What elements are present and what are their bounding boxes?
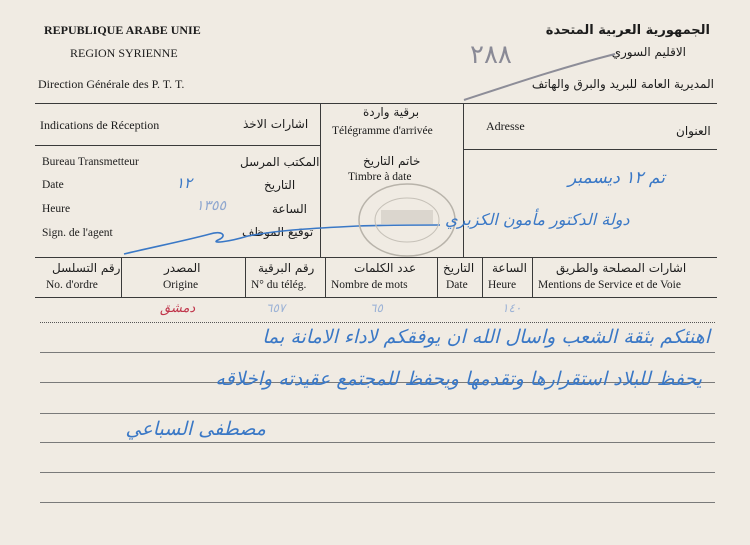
message-line-2: يحفظ للبلاد استقرارها وتقدمها ويحفظ للمجتمع عقيدته واخلاقه <box>215 368 702 390</box>
telegram-title-ar: برقية واردة <box>363 105 420 119</box>
agent-signature-label-fr: Sign. de l'agent <box>42 227 113 239</box>
col-time-fr: Heure <box>488 279 517 291</box>
stamp-label-ar: خاتم التاريخ <box>363 154 421 168</box>
reception-title-ar: اشارات الاخذ <box>243 117 309 131</box>
address-title-fr: Adresse <box>486 119 525 133</box>
reception-title-fr: Indications de Réception <box>40 118 160 132</box>
date-label-ar: التاريخ <box>264 178 296 192</box>
time-label-ar: الساعة <box>272 202 307 216</box>
address-title-ar: العنوان <box>676 124 711 138</box>
col-origin-ar: المصدر <box>164 261 201 275</box>
address-handwritten-recipient: دولة الدكتور مأمون الكزبري <box>445 210 630 229</box>
table-divider-2 <box>245 257 246 297</box>
col-time-ar: الساعة <box>492 261 527 275</box>
col-telegram-no-ar: رقم البرقية <box>258 261 315 275</box>
message-rule-1 <box>40 352 715 353</box>
address-handwritten-date: تم ١٢ ديسمبر <box>568 168 665 188</box>
col-service-mentions-ar: اشارات المصلحة والطريق <box>556 261 687 275</box>
bureau-label-ar: المكتب المرسل <box>240 155 320 169</box>
header-republic-fr: REPUBLIQUE ARABE UNIE <box>44 23 201 37</box>
col-order-fr: No. d'ordre <box>46 279 98 291</box>
table-divider-5 <box>482 257 483 297</box>
pencil-stroke-mark <box>460 50 620 105</box>
telegram-no-handwritten-value: ٦٥٧ <box>266 301 286 315</box>
message-signature: مصطفى السباعي <box>125 418 266 440</box>
header-republic-ar: الجمهورية العربية المتحدة <box>545 23 710 38</box>
header-direction-fr: Direction Générale des P. T. T. <box>38 77 185 91</box>
stamp-label-fr: Timbre à date <box>348 171 412 183</box>
handwritten-reference-number: ٢٨٨ <box>470 40 512 70</box>
table-divider-1 <box>121 257 122 297</box>
col-telegram-no-fr: N° du télég. <box>251 279 307 291</box>
rule-table-header-bottom <box>35 297 717 298</box>
rule-reception-header <box>35 145 320 146</box>
col-service-mentions-fr: Mentions de Service et de Voie <box>538 279 681 291</box>
telegram-title-fr: Télégramme d'arrivée <box>332 125 433 137</box>
header-direction-ar: المديرية العامة للبريد والبرق والهاتف <box>531 77 714 91</box>
word-count-handwritten-value: ٦٥ <box>370 301 383 315</box>
col-date-fr: Date <box>446 279 468 291</box>
message-rule-3 <box>40 413 715 414</box>
col-order-ar: رقم التسلسل <box>52 261 121 275</box>
col-date-ar: التاريخ <box>443 261 475 275</box>
date-handwritten-value: ١٢ <box>176 174 193 192</box>
time-handwritten-table-value: ١٤٠ <box>502 301 522 315</box>
col-origin-fr: Origine <box>163 279 199 291</box>
header-region-fr: REGION SYRIENNE <box>70 46 178 60</box>
rule-address-header <box>463 149 717 150</box>
header-region-ar: الاقليم السوري <box>611 45 686 59</box>
message-rule-4 <box>40 442 715 443</box>
agent-signature-label-ar: توقيع الموظف <box>242 225 314 239</box>
message-rule-6 <box>40 502 715 503</box>
col-word-count-fr: Nombre de mots <box>331 279 408 291</box>
date-label-fr: Date <box>42 179 64 191</box>
message-line-1: اهنئكم بثقة الشعب واسال الله ان يوفقكم لاداء الامانة بما <box>262 326 710 348</box>
origin-handwritten-value: دمشق <box>160 301 196 316</box>
col-word-count-ar: عدد الكلمات <box>354 261 417 275</box>
dotted-line-1 <box>40 322 715 323</box>
table-divider-6 <box>532 257 533 297</box>
time-label-fr: Heure <box>42 203 71 215</box>
table-divider-4 <box>437 257 438 297</box>
message-rule-5 <box>40 472 715 473</box>
bureau-label-fr: Bureau Transmetteur <box>42 156 139 168</box>
table-divider-3 <box>325 257 326 297</box>
time-handwritten-value: ١٣٥٥ <box>196 198 227 214</box>
